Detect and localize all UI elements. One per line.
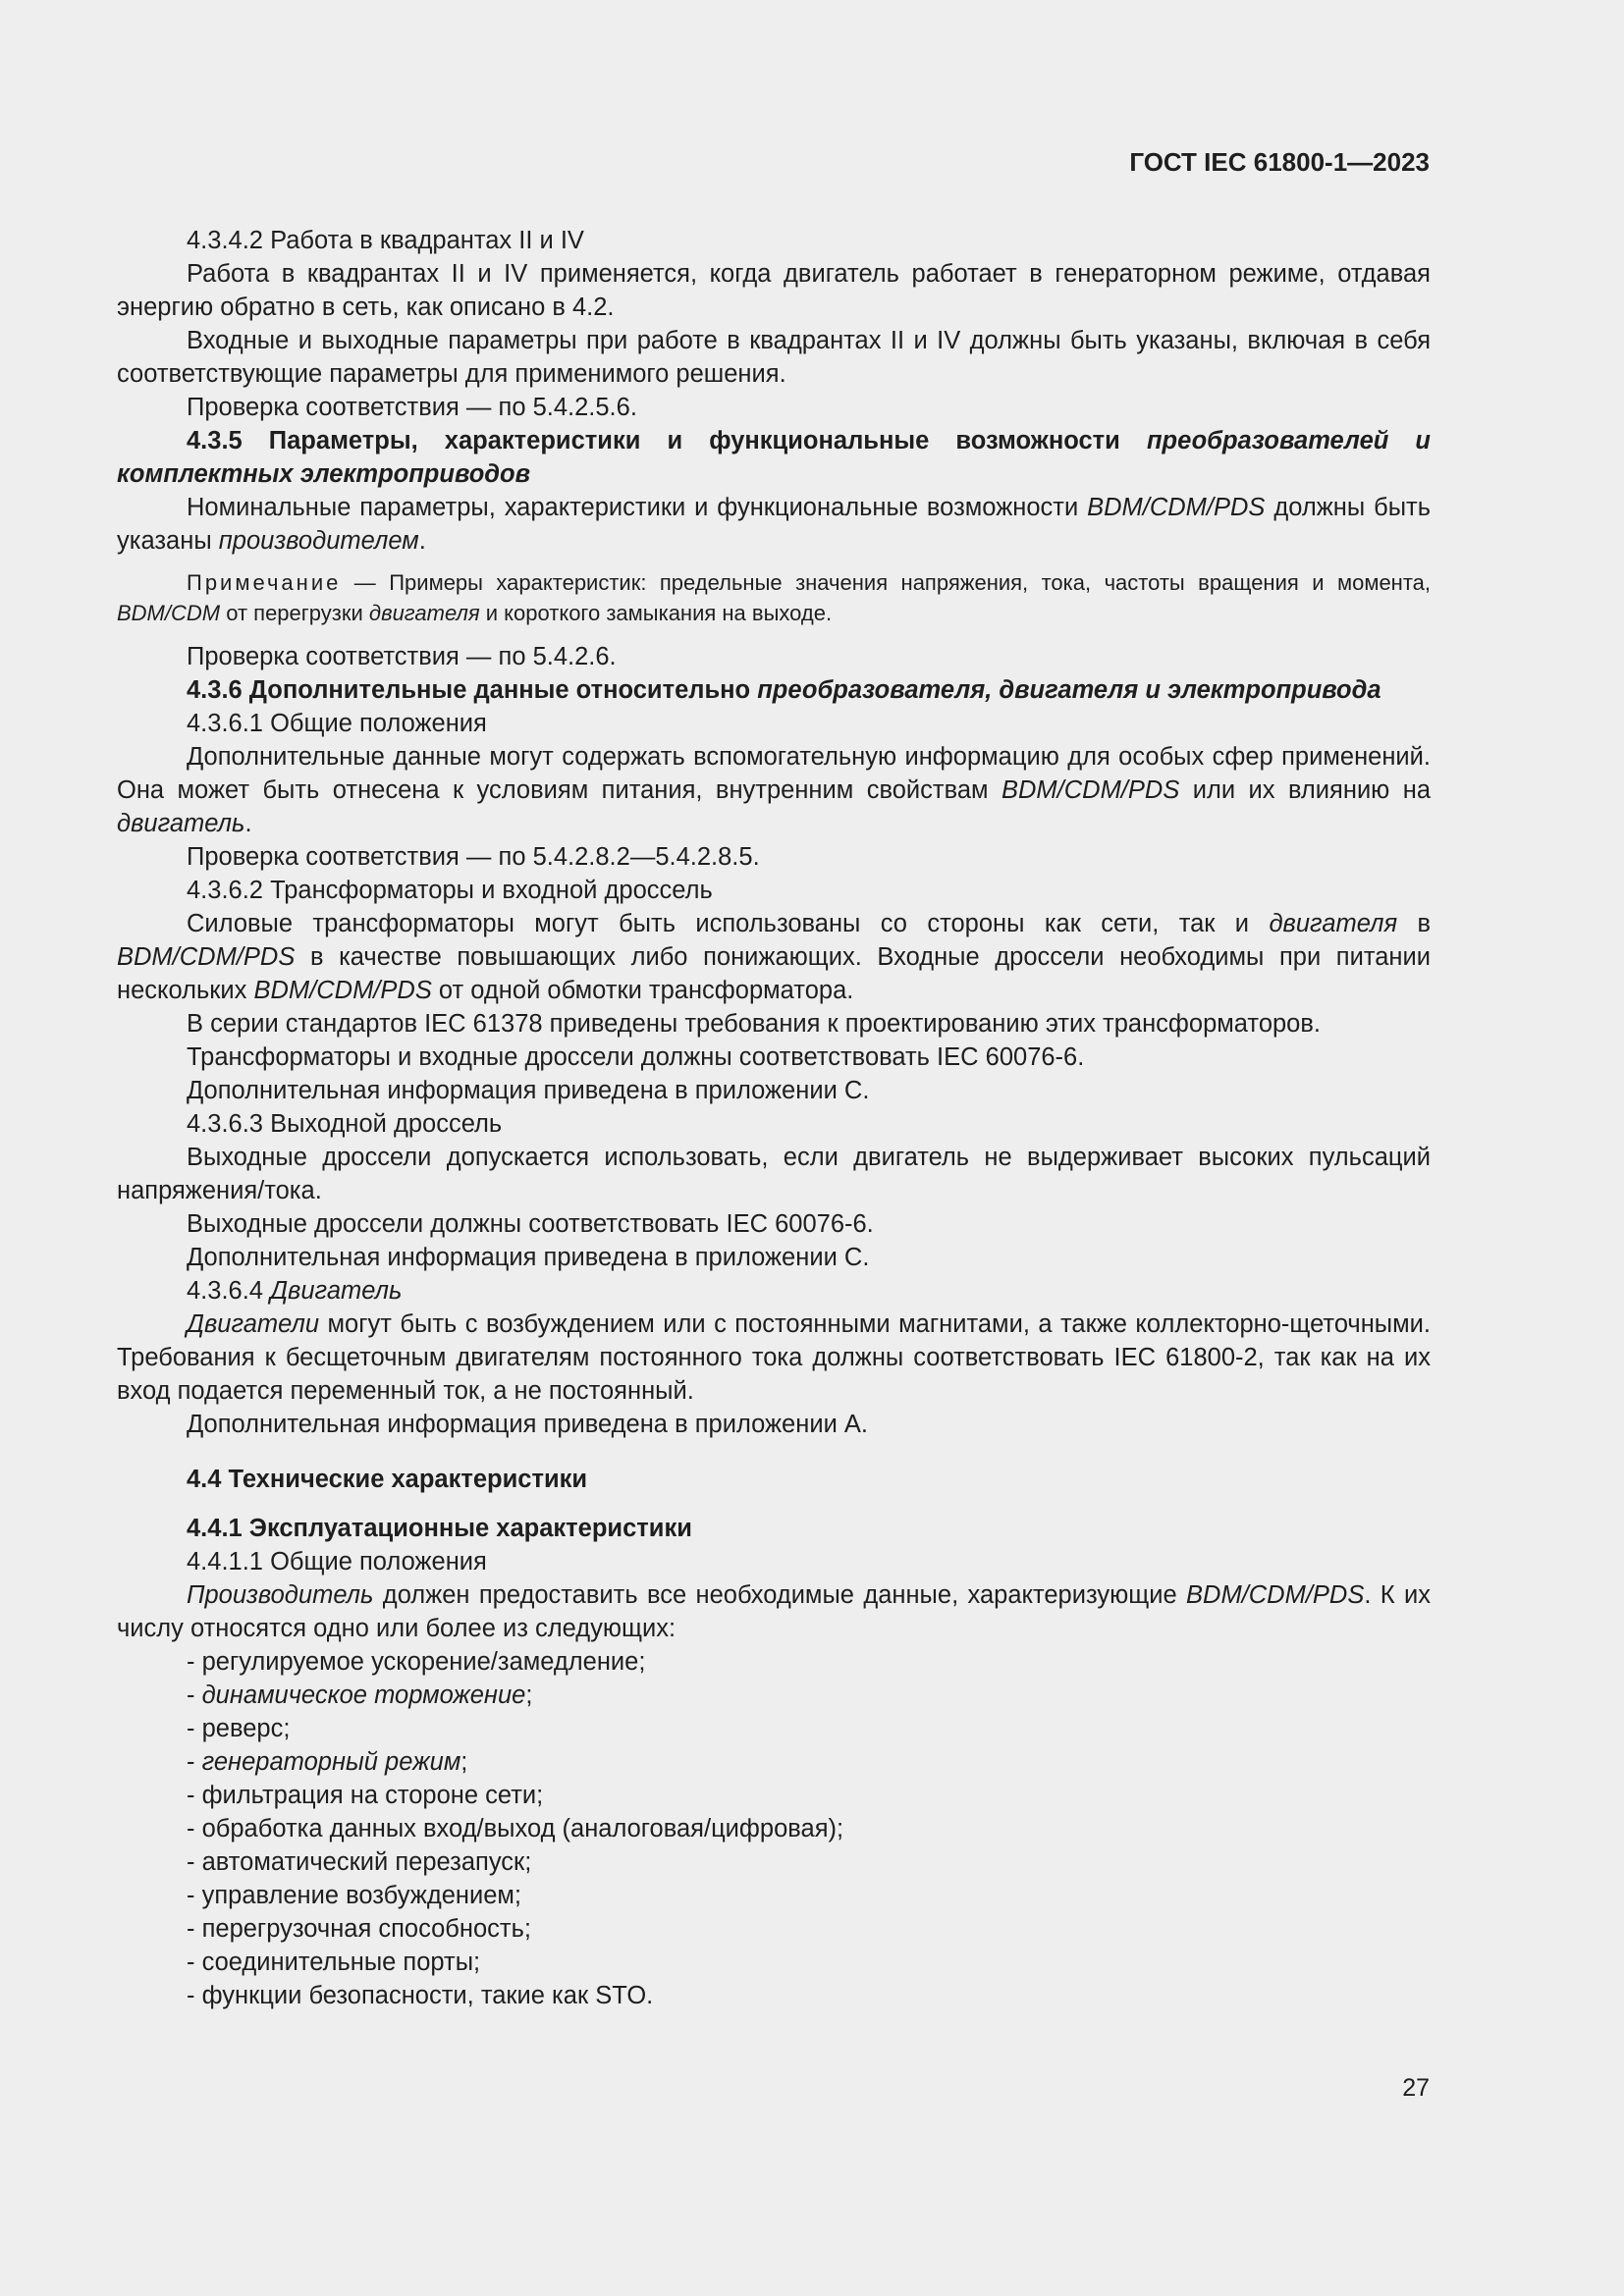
section-title-4-4: 4.4 Технические характеристики	[187, 1466, 588, 1493]
clause-title-4-3-6-1: 4.3.6.1 Общие положения	[187, 710, 487, 737]
paragraph: Выходные дроссели допускается использовать, если двигатель не выдерживает высоких пульсаций напряжения/тока.	[117, 1144, 1431, 1204]
paragraph: Выходные дроссели должны соответствовать IEC 60076-6.	[187, 1210, 874, 1238]
clause-title-4-3-5: 4.3.5 Параметры, характеристики и функциональные возможности преобразователей и комплектных электроприводов	[117, 427, 1431, 488]
list-item: - генераторный режим;	[187, 1748, 468, 1776]
clause-title-4-3-6: 4.3.6 Дополнительные данные относительно преобразователя, двигателя и электропривода	[187, 676, 1381, 704]
compliance-check: Проверка соответствия — по 5.4.2.6.	[187, 643, 617, 670]
note-label: Примечание	[187, 570, 342, 595]
paragraph: Силовые трансформаторы могут быть использованы со стороны как сети, так и двигателя в BDM/CDM/PDS в качестве повышающих либо понижающих. Входные дроссели необходимы при питании нескольких BDM/CDM/PDS от одной обмотки трансформатора.	[117, 910, 1431, 1004]
list-item: - реверс;	[187, 1715, 291, 1742]
paragraph: Входные и выходные параметры при работе в квадрантах II и IV должны быть указаны, включая в себя соответствующие параметры для применимого решения.	[117, 327, 1431, 388]
note: Примечание — Примеры характеристик: предельные значения напряжения, тока, частоты вращения и момента, BDM/CDM от перегрузки двигателя и короткого замыкания на выходе.	[117, 570, 1431, 625]
list-item: - соединительные порты;	[187, 1949, 481, 1976]
list-item: - регулируемое ускорение/замедление;	[187, 1648, 646, 1676]
list-item: - перегрузочная способность;	[187, 1915, 531, 1943]
paragraph: Трансформаторы и входные дроссели должны соответствовать IEC 60076-6.	[187, 1043, 1085, 1071]
document-body	[117, 224, 1431, 2012]
compliance-check: Проверка соответствия — по 5.4.2.5.6.	[187, 394, 637, 421]
clause-title-4-4-1: 4.4.1 Эксплуатационные характеристики	[187, 1515, 692, 1542]
page-number: 27	[1402, 2074, 1430, 2102]
paragraph: Работа в квадрантах II и IV применяется, когда двигатель работает в генераторном режиме, отдавая энергию обратно в сеть, как описано в 4.2.	[117, 260, 1431, 321]
paragraph: Дополнительные данные могут содержать вспомогательную информацию для особых сфер применений. Она может быть отнесена к условиям питания, внутренним свойствам BDM/CDM/PDS или их влиянию на двигатель.	[117, 743, 1431, 837]
list-item: - фильтрация на стороне сети;	[187, 1782, 544, 1809]
paragraph: Дополнительная информация приведена в приложении С.	[187, 1244, 870, 1271]
paragraph: Дополнительная информация приведена в приложении А.	[187, 1411, 868, 1438]
list-item: - функции безопасности, такие как STO.	[187, 1982, 654, 2009]
clause-title-4-3-4-2: 4.3.4.2 Работа в квадрантах II и IV	[187, 227, 584, 254]
list-item: - автоматический перезапуск;	[187, 1848, 532, 1876]
list-item: - динамическое торможение;	[187, 1682, 533, 1709]
clause-title-4-4-1-1: 4.4.1.1 Общие положения	[187, 1548, 487, 1575]
paragraph: Дополнительная информация приведена в приложении С.	[187, 1077, 870, 1104]
clause-title-4-3-6-4: 4.3.6.4 Двигатель	[187, 1277, 403, 1305]
clause-title-4-3-6-2: 4.3.6.2 Трансформаторы и входной дроссель	[187, 877, 713, 904]
paragraph: Номинальные параметры, характеристики и функциональные возможности BDM/CDM/PDS должны быть указаны производителем.	[117, 494, 1431, 555]
feature-list	[117, 1645, 1431, 2012]
compliance-check: Проверка соответствия — по 5.4.2.8.2—5.4.2.8.5.	[187, 843, 760, 871]
clause-title-4-3-6-3: 4.3.6.3 Выходной дроссель	[187, 1110, 503, 1138]
paragraph: Производитель должен предоставить все необходимые данные, характеризующие BDM/CDM/PDS. К их числу относятся одно или более из следующих:	[117, 1581, 1432, 1642]
list-item: - управление возбуждением;	[187, 1882, 522, 1909]
paragraph: Двигатели могут быть с возбуждением или с постоянными магнитами, а также коллекторно-щеточными. Требования к бесщеточным двигателям постоянного тока должны соответствовать IEC 61800-2, так как на их вход подается переменный ток, а не постоянный.	[117, 1310, 1431, 1405]
paragraph: В серии стандартов IEC 61378 приведены требования к проектированию этих трансформаторов.	[187, 1010, 1321, 1038]
list-item: - обработка данных вход/выход (аналоговая/цифровая);	[187, 1815, 844, 1842]
document-code-header: ГОСТ IEC 61800-1—2023	[1129, 147, 1430, 177]
